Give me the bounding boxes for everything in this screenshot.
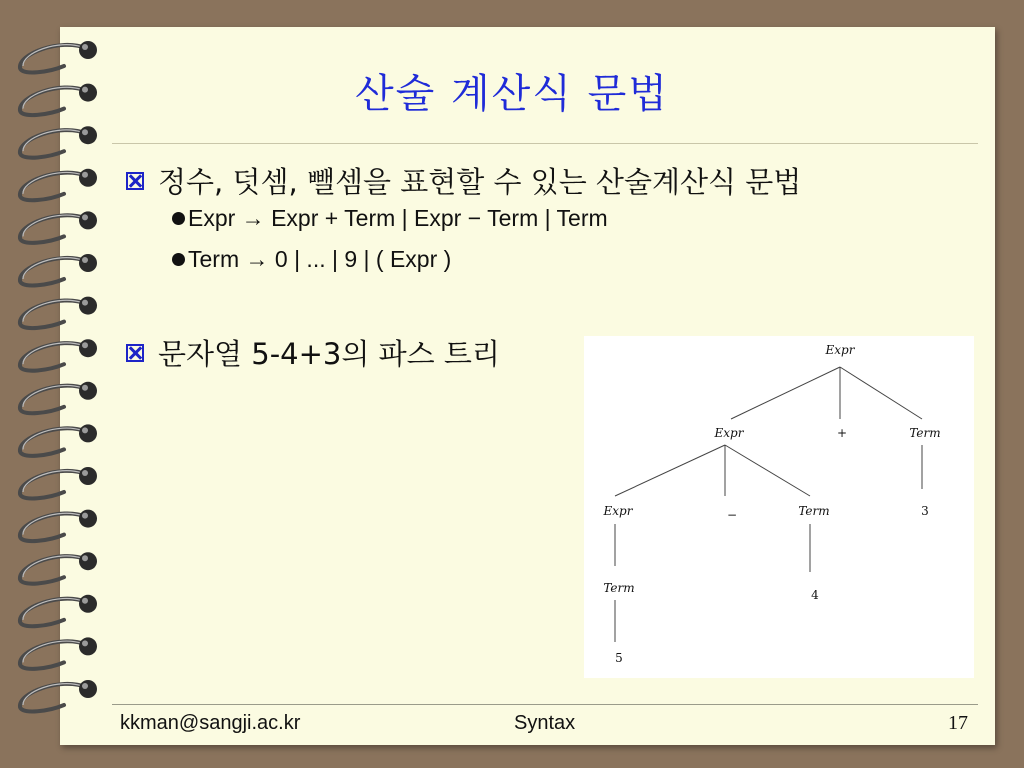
parse-tree-figure (584, 336, 974, 678)
spiral-ring-icon (20, 126, 97, 157)
bullet-grammar-text: 정수, 덧셈, 뺄셈을 표현할 수 있는 산술계산식 문법 (158, 165, 802, 199)
spiral-ring-icon (20, 595, 97, 626)
node-l2-expr: Expr (603, 504, 633, 518)
node-l1-expr: Expr (714, 426, 744, 440)
checkbox-x-icon (126, 344, 144, 362)
footer-subject: Syntax (514, 712, 576, 734)
title-divider (112, 143, 978, 144)
footer-email: kkman@sangji.ac.kr (120, 712, 301, 734)
edge-l1-right (725, 445, 810, 496)
bullet-dot-icon (172, 253, 185, 266)
spiral-ring-icon (20, 169, 97, 200)
node-l2-minus: − (726, 508, 738, 522)
spiral-ring-icon (20, 637, 97, 668)
spiral-ring-icon (20, 552, 97, 583)
slide-title: 산술 계산식 문법 (355, 71, 669, 117)
rule-expr-text: Expr → Expr + Term | Expr − Term | Term (188, 205, 608, 231)
bullet-parse-tree-text: 문자열 5-4+3의 파스 트리 (158, 337, 500, 371)
bullet-grammar (126, 160, 801, 201)
footer-divider (112, 704, 978, 705)
rule-expr (172, 205, 608, 232)
node-l3-term: Term (603, 581, 635, 595)
rule-term-text: Term → 0 | ... | 9 | ( Expr ) (188, 246, 452, 272)
node-five: 5 (615, 651, 623, 665)
spiral-ring-icon (20, 680, 97, 711)
spiral-ring-icon (20, 254, 97, 285)
spiral-ring-icon (20, 467, 97, 498)
node-l1-plus: + (836, 426, 848, 440)
spiral-ring-icon (20, 211, 97, 242)
bullet-parse-tree (126, 332, 500, 373)
edge-root-left (731, 367, 840, 419)
spiral-ring-icon (20, 424, 97, 455)
node-four: 4 (811, 588, 819, 602)
checkbox-x-icon (126, 172, 144, 190)
edge-l1-left (615, 445, 725, 496)
bullet-dot-icon (172, 212, 185, 225)
edge-root-right (840, 367, 922, 419)
spiral-ring-icon (20, 297, 97, 328)
rule-term (172, 246, 451, 273)
node-root-expr: Expr (825, 343, 855, 357)
node-three: 3 (921, 504, 929, 518)
spiral-ring-icon (20, 510, 97, 541)
spiral-ring-icon (20, 339, 97, 370)
spiral-ring-icon (20, 382, 97, 413)
parse-tree-svg (584, 336, 974, 678)
node-l1-term: Term (909, 426, 941, 440)
footer-page-number: 17 (948, 712, 968, 734)
node-l2-term: Term (798, 504, 830, 518)
